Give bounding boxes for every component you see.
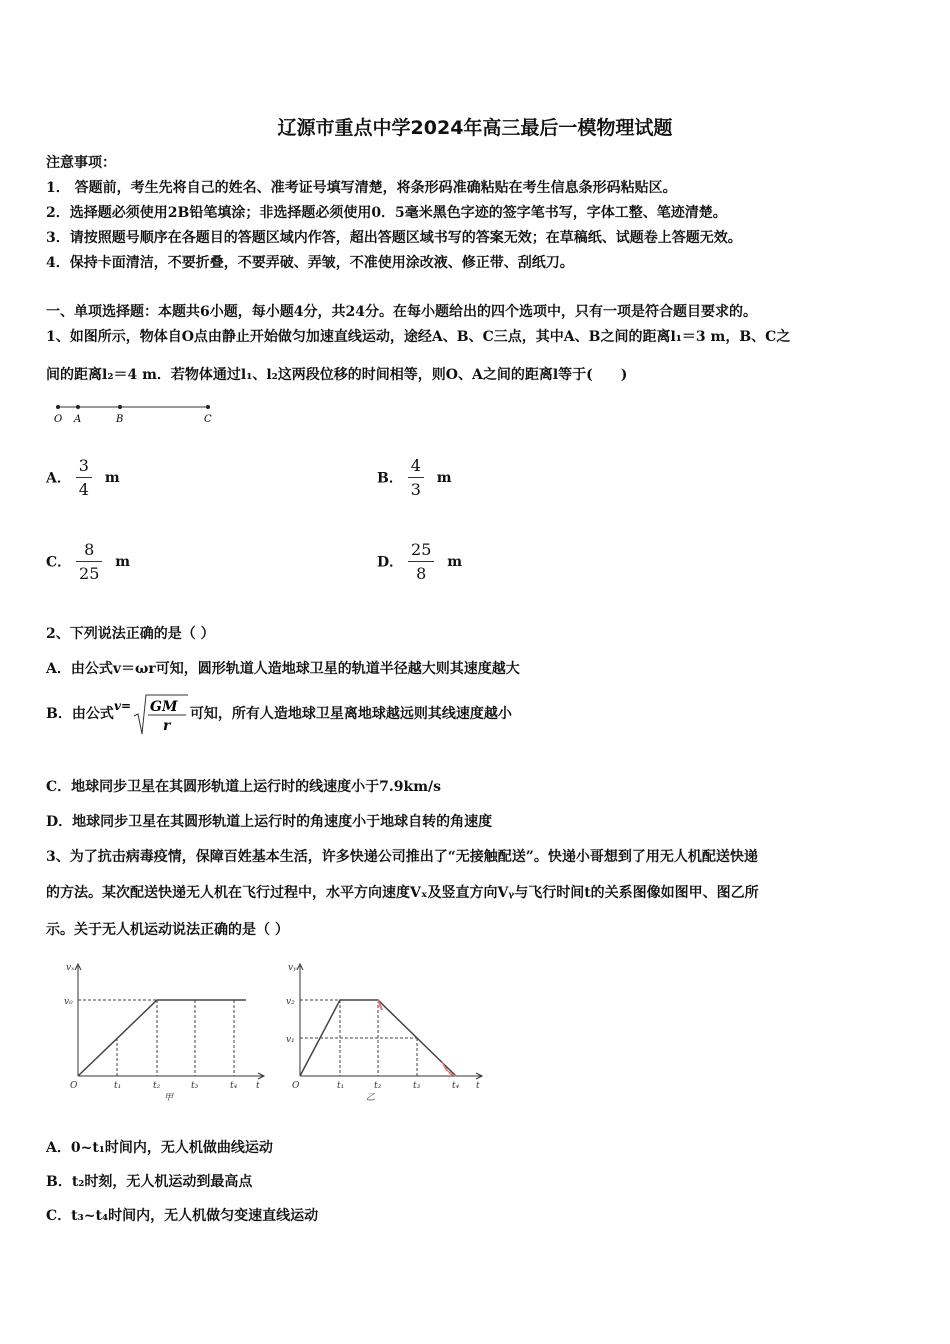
graph2-v2: v₂ bbox=[286, 997, 295, 1007]
graph2-caption: 乙 bbox=[366, 1093, 376, 1103]
q2-option-a[interactable]: A．由公式v＝ωr可知，圆形轨道人造地球卫星的轨道半径越大则其速度越大 bbox=[46, 661, 520, 677]
graph2-ylabel: vᵧ bbox=[288, 963, 297, 973]
option-label: C． bbox=[46, 554, 72, 571]
svg-text:v=: v= bbox=[113, 699, 131, 713]
graph2-t1: t₁ bbox=[337, 1081, 345, 1091]
q1-option-d[interactable] bbox=[377, 540, 462, 583]
q3-stem-line1: 3、为了抗击病毒疫情，保障百姓基本生活，许多快递公司推出了“无接触配送”。快递小哥想到了用无人机配送快递 bbox=[46, 849, 758, 865]
notice-item-2: 2．选择题必须使用2B铅笔填涂；非选择题必须使用0．5毫米黑色字迹的签字笔书写，字体工整、笔迹清楚。 bbox=[46, 205, 727, 221]
unit: m bbox=[447, 553, 463, 570]
graph2-t4: t₄ bbox=[452, 1081, 460, 1091]
q1-stem-line2: 间的距离l₂＝4 m．若物体通过l₁、l₂这两段位移的时间相等，则O、A之间的距离l等于( ) bbox=[46, 367, 628, 383]
point-a-label: A bbox=[74, 414, 82, 425]
fraction: $\frac{3}{4}$ bbox=[76, 456, 92, 499]
q1-option-b[interactable] bbox=[377, 456, 452, 499]
q1-option-c[interactable] bbox=[46, 540, 130, 583]
unit: m bbox=[436, 469, 452, 486]
q3-option-c[interactable]: C．t₃~t₄时间内，无人机做匀变速直线运动 bbox=[46, 1208, 319, 1224]
graph1-v0: v₀ bbox=[64, 997, 73, 1007]
notice-item-1: 1． 答题前，考生先将自己的姓名、准考证号填写清楚，将条形码准确粘贴在考生信息条形码粘贴区。 bbox=[46, 180, 677, 196]
q2-option-b[interactable]: B．由公式 v= GM r 可知，所有人造地球卫星离地球越远则其线速度越小 bbox=[46, 692, 512, 736]
graph1-t-axis: t bbox=[256, 1081, 260, 1091]
q3-option-a[interactable]: A．0~t₁时间内，无人机做曲线运动 bbox=[46, 1140, 273, 1156]
q3-stem-line3: 示。关于无人机运动说法正确的是（ ） bbox=[46, 922, 289, 938]
graph2-t3: t₃ bbox=[413, 1081, 421, 1091]
svg-text:GM: GM bbox=[149, 699, 178, 715]
graph1-t4: t₄ bbox=[230, 1081, 238, 1091]
option-label: D． bbox=[377, 554, 404, 571]
svg-text:r: r bbox=[162, 718, 171, 734]
graph1-caption: 甲 bbox=[164, 1093, 174, 1103]
notice-heading: 注意事项： bbox=[46, 155, 116, 171]
option-label: B． bbox=[377, 470, 403, 487]
notice-item-3: 3．请按照题号顺序在各题目的答题区域内作答，超出答题区域书写的答案无效；在草稿纸、试题卷上答题无效。 bbox=[46, 230, 742, 246]
option-label: A． bbox=[46, 470, 71, 487]
graph1-t3: t₃ bbox=[191, 1081, 199, 1091]
q3-stem-line2: 的方法。某次配送快递无人机在飞行过程中，水平方向速度Vₓ及竖直方向Vᵧ与飞行时间t的关系图像如图甲、图乙所 bbox=[46, 885, 759, 901]
graph2-t-axis: t bbox=[476, 1081, 480, 1091]
page-title: 辽源市重点中学2024年高三最后一模物理试题 bbox=[277, 117, 673, 139]
fraction: $\frac{25}{8}$ bbox=[408, 540, 434, 583]
notice-item-4: 4．保持卡面清洁，不要折叠，不要弄破、弄皱，不准使用涂改液、修正带、刮纸刀。 bbox=[46, 255, 574, 271]
unit: m bbox=[104, 469, 120, 486]
graph2-v1: v₁ bbox=[286, 1035, 295, 1045]
unit: m bbox=[115, 553, 131, 570]
sqrt-formula bbox=[114, 692, 190, 736]
graph2-t2: t₂ bbox=[374, 1081, 382, 1091]
graph-vy-vs-t bbox=[282, 958, 492, 1107]
graph1-origin: O bbox=[70, 1081, 78, 1091]
graph2-origin: O bbox=[292, 1081, 300, 1091]
graph-vx-vs-t bbox=[60, 958, 270, 1107]
graph1-t2: t₂ bbox=[153, 1081, 161, 1091]
point-o-label: O bbox=[54, 414, 63, 425]
q3-option-b[interactable]: B．t₂时刻，无人机运动到最高点 bbox=[46, 1174, 253, 1190]
q2-option-d[interactable]: D．地球同步卫星在其圆形轨道上运行时的角速度小于地球自转的角速度 bbox=[46, 814, 493, 830]
fraction: $\frac{4}{3}$ bbox=[408, 456, 424, 499]
q2-option-c[interactable]: C．地球同步卫星在其圆形轨道上运行时的线速度小于7.9km/s bbox=[46, 779, 442, 795]
graph1-ylabel: vₓ bbox=[66, 963, 75, 973]
fraction: $\frac{8}{25}$ bbox=[76, 540, 102, 583]
q1-segment-diagram bbox=[48, 398, 228, 434]
point-b-label: B bbox=[116, 414, 124, 425]
q2-stem: 2、下列说法正确的是（ ） bbox=[46, 626, 215, 642]
point-c-label: C bbox=[204, 414, 212, 425]
q1-option-a[interactable] bbox=[46, 456, 120, 499]
graph1-t1: t₁ bbox=[114, 1081, 122, 1091]
q1-stem-line1: 1、如图所示，物体自O点由静止开始做匀加速直线运动，途经A、B、C三点，其中A、B之间的距离l₁＝3 m，B、C之 bbox=[46, 329, 791, 345]
section-heading: 一、单项选择题：本题共6小题，每小题4分，共24分。在每小题给出的四个选项中，只有一项是符合题目要求的。 bbox=[46, 304, 757, 320]
